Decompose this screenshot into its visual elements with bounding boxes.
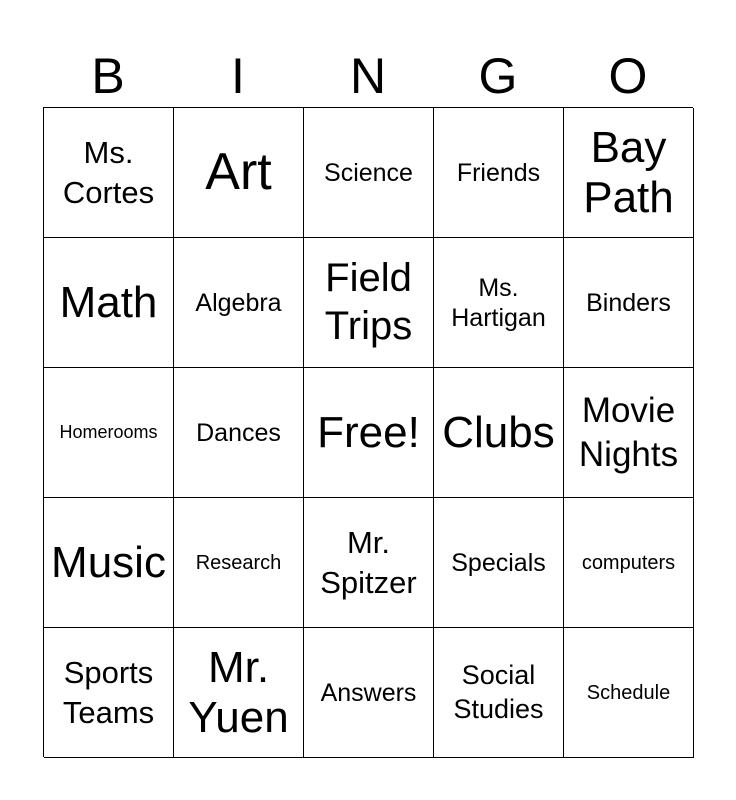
bingo-cell[interactable] xyxy=(304,498,434,628)
bingo-cell[interactable] xyxy=(304,108,434,238)
bingo-cell[interactable] xyxy=(174,238,304,368)
bingo-cell[interactable] xyxy=(434,238,564,368)
cell-label: Social Studies xyxy=(453,659,544,724)
bingo-cell[interactable] xyxy=(564,108,694,238)
header-letter-o: O xyxy=(608,48,648,104)
cell-label: Ms. Cortes xyxy=(62,134,155,210)
bingo-cell[interactable] xyxy=(564,628,694,758)
bingo-board xyxy=(43,107,693,757)
cell-label: Bay Path xyxy=(583,123,674,222)
bingo-cell[interactable] xyxy=(174,498,304,628)
cell-label: Free! xyxy=(317,407,420,457)
cell-label: Mr. Spitzer xyxy=(320,524,417,600)
bingo-cell[interactable] xyxy=(434,368,564,498)
cell-label: Clubs xyxy=(442,407,555,457)
bingo-header xyxy=(43,44,693,108)
bingo-cell[interactable] xyxy=(564,498,694,628)
bingo-cell[interactable] xyxy=(304,238,434,368)
bingo-cell[interactable] xyxy=(174,108,304,238)
cell-label: Art xyxy=(205,143,272,202)
header-letter-i: I xyxy=(231,48,245,104)
bingo-cell[interactable] xyxy=(44,238,174,368)
cell-label: Homerooms xyxy=(59,421,158,442)
cell-label: Algebra xyxy=(195,288,282,317)
header-letter-g: G xyxy=(478,48,518,104)
cell-label: computers xyxy=(581,551,676,574)
cell-label: Science xyxy=(324,158,413,187)
cell-label: Math xyxy=(59,277,158,327)
cell-label: Movie Nights xyxy=(578,390,679,474)
cell-label: Answers xyxy=(320,678,417,707)
cell-label: Sports Teams xyxy=(62,654,155,730)
cell-label: Ms. Hartigan xyxy=(451,273,546,332)
cell-label: Dances xyxy=(196,418,281,447)
bingo-cell[interactable] xyxy=(44,628,174,758)
bingo-cell[interactable] xyxy=(304,628,434,758)
cell-label: Field Trips xyxy=(324,256,413,348)
cell-label: Mr. Yuen xyxy=(188,643,289,742)
cell-label: Schedule xyxy=(586,681,671,704)
bingo-cell[interactable] xyxy=(174,628,304,758)
bingo-cell[interactable] xyxy=(564,368,694,498)
bingo-cell[interactable] xyxy=(434,498,564,628)
bingo-cell[interactable] xyxy=(44,108,174,238)
bingo-cell[interactable] xyxy=(434,628,564,758)
cell-label: Binders xyxy=(586,288,671,317)
header-letter-b: B xyxy=(91,48,125,104)
bingo-cell[interactable] xyxy=(44,498,174,628)
header-letter-n: N xyxy=(349,48,387,104)
cell-label: Friends xyxy=(456,158,541,187)
bingo-cell[interactable] xyxy=(434,108,564,238)
bingo-cell[interactable] xyxy=(564,238,694,368)
cell-label: Research xyxy=(195,551,282,574)
bingo-cell[interactable] xyxy=(174,368,304,498)
cell-label: Music xyxy=(51,537,166,587)
bingo-cell[interactable] xyxy=(44,368,174,498)
bingo-cell free-space[interactable] xyxy=(304,368,434,498)
cell-label: Specials xyxy=(451,548,546,577)
